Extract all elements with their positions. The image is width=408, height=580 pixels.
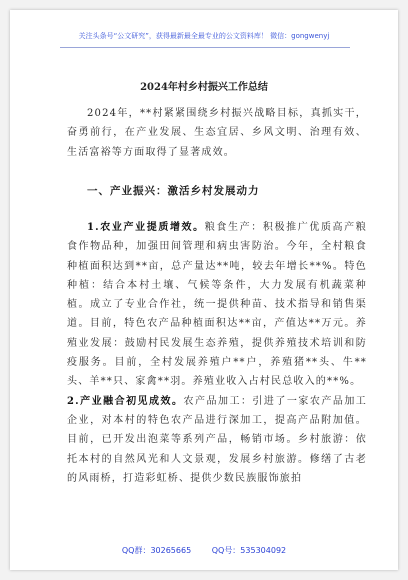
intro-paragraph: 2024年，**村紧紧围绕乡村振兴战略目标，真抓实干，奋勇前行，在产业发展、生态宜居、乡风文明、治理有效、生活富裕等方面取得了显著成效。	[67, 108, 367, 158]
footer-contact	[10, 545, 398, 556]
document-body	[67, 218, 367, 488]
document-page	[10, 10, 398, 570]
header-note: 关注头条号“公文研究”，获得最新最全最专业的公文资料库！ 微信：gongwenyj	[78, 32, 330, 40]
footer-qq-group: QQ群：30265665	[121, 546, 192, 555]
paragraph-1-lead: 1.农业产业提质增效。	[87, 222, 205, 233]
footer-qq: QQ号：535304092	[211, 546, 287, 555]
paragraph-2-text: 农产品加工：引进了一家农产品加工企业，对本村的特色农产品进行深加工，提高产品附加值。目前，已开发出泡菜等系列产品，畅销市场。乡村旅游：依托本村的自然风光和人文景观，发展乡村旅游。修缮了古老的风雨桥，打造彩虹桥、提供少数民族服饰旅拍	[67, 395, 368, 484]
paragraph-1-text: 粮食生产：积极推广优质高产粮食作物品种，加强田间管理和病虫害防治。今年，全村粮食种植面积达到**亩，总产量达**吨，较去年增长**%。特色种植：结合本村土壤、气候等条件，大力发展有机蔬菜种植。成立了专业合作社，统一提供种苗、技术指导和销售渠道。目前，特色农产品种植面积达**亩，产值达**万元。养殖业发展：鼓励村民发展生态养殖，提供养殖技术培训和防疫服务。目前，全村发展养殖户**户，养殖猪**头、牛**头、羊**只、家禽**羽。养殖业收入占村民总收入的**%。	[67, 222, 367, 388]
paragraph-2	[67, 392, 367, 488]
paragraph-2-lead: 2.产业融合初见成效。	[67, 395, 184, 407]
paragraph-1	[67, 218, 367, 392]
header-divider	[60, 47, 350, 48]
section-heading: 一、产业振兴：激活乡村发展动力	[87, 185, 260, 197]
document-title: 2024年村乡村振兴工作总结	[140, 82, 268, 93]
